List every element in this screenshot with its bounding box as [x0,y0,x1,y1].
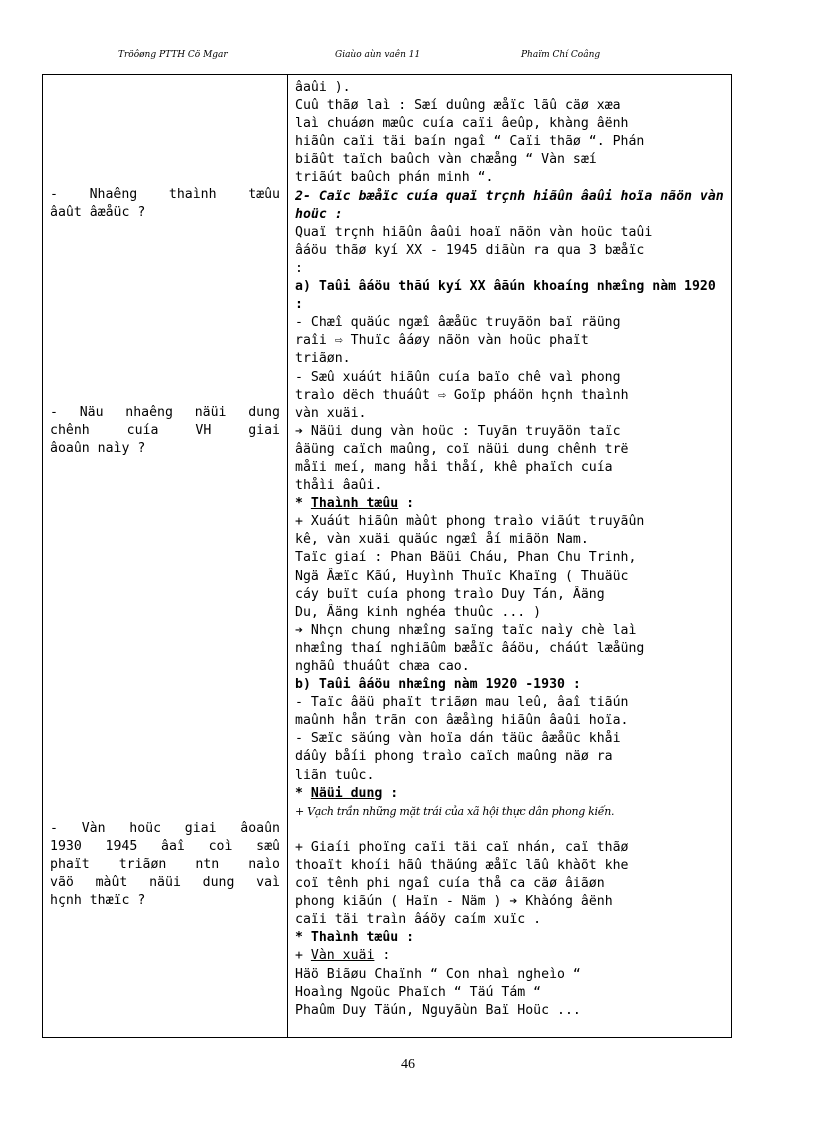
content-line [295,423,731,441]
section-2-heading: 2- Caïc bæåïc cuía quaï trçnh hiãûn âaûi hoïa nãön vàn hoüc : [295,188,724,222]
content-text: phong kiãún ( Haïn - Näm ) [295,894,502,910]
hollow-arrow-icon: ⇨ [334,333,343,349]
content-line: Cuû thãø laì : Sæí duûng æåïc lãû cäø xæa [295,98,621,114]
content-line: triãøn. [295,351,351,367]
header-author: Phaïm Chí Coâng [521,50,601,60]
question-line: - Nhaêng thaình tæûu [50,187,280,202]
question-line: phaït triãøn ntn naìo [50,857,280,872]
colon: : [398,496,415,512]
achievements-heading [295,495,731,513]
content-line: thoaït khoíi hãû thäúng æåïc lãû khàõt khe [295,857,629,873]
content-title: Näüi dung [310,785,383,801]
content-text: Nhçn chung nhæîng saïng taïc naìy chè laì [310,622,637,638]
content-line: caïi täi traìn âáöy caím xuïc . [295,912,542,928]
colon: : [382,785,399,801]
achievements-heading-2: * Thaình tæûu : [295,930,415,946]
content-line: Hoaìng Ngoüc Phaïch “ Täú Tám “ [295,984,542,1000]
content-text: traìo dëch thuáût [295,387,430,403]
content-line: : [295,260,303,276]
content-line: + Vạch trần những mặt trái của xã hội thực dân phong kiến. [295,804,615,818]
prose-heading [295,947,731,965]
content-heading [295,785,731,803]
content-line: laì chuáøn mæûc cuía caïi âeûp, khàng âënh [295,116,629,132]
lesson-content [295,79,731,1020]
content-line: vàn xuäi. [295,405,367,421]
content-line: kê, vàn xuäi quäúc ngæî åí miãön Nam. [295,532,589,548]
bullet: * [295,496,311,512]
page-header [0,50,816,64]
bold-arrow-icon: ➔ [295,622,303,638]
content-line: - Sæïc säúng vàn hoïa dán täüc âæåüc khåi [295,731,621,747]
content-line: Ngä Âæïc Kãú, Huyình Thuïc Khaïng ( Thuäüc [295,568,629,584]
content-line: + Xuáút hiãûn màût phong traìo viãút truyãûn [295,514,645,530]
content-line: hiãûn caïi täi baín ngaî “ Caïi thãø “. Phán [295,134,645,150]
question-2 [50,404,280,458]
content-line [295,622,731,640]
content-line [295,332,731,350]
content-line: Quaï trçnh hiãûn âaûi hoaï nãön vàn hoüc taûi [295,224,653,240]
section-a-heading: a) Taûi âáöu thãú kyí XX âãún khoaíng nhæîng nàm 1920 : [295,279,716,313]
question-line: âoaûn naìy ? [50,441,146,456]
content-line: triãút baûch phán minh “. [295,170,494,186]
content-text: Näüi dung vàn hoüc : [310,423,470,439]
header-subject: Giaùo aùn vaên 11 [335,50,421,60]
prose-title: Vàn xuäi [310,948,375,964]
colon: : [374,948,391,964]
content-line: liãn tuûc. [295,767,375,783]
content-line: nhæîng thaí nghiãûm bæåïc âáöu, cháút læåüng [295,640,645,656]
content-text: Thuïc âáøy nãön vàn hoüc phaït [350,333,589,349]
blank-line [295,821,731,839]
content-line: nghãû thuáût chæa cao. [295,659,470,674]
content-line: Taïc giaí : Phan Bäüi Cháu, Phan Chu Trinh, [295,550,637,566]
question-3 [50,820,280,910]
content-line: Phaûm Duy Täún, Nguyãùn Baï Hoüc ... [295,1002,581,1018]
page-number: 46 [401,1057,415,1072]
content-line: Häö Biãøu Chaïnh “ Con nhaì ngheìo “ [295,966,581,982]
content-line: måïi meí, mang håi thåí, khê phaïch cuía [295,459,613,475]
question-line: chênh cuía VH giai [50,423,280,438]
question-line: - Vàn hoüc giai âoaûn [50,821,280,836]
content-line: dáûy båíi phong traìo caïch maûng näø ra [295,749,613,765]
bullet: + [295,948,311,964]
achievements-title: Thaình tæûu [310,496,399,512]
header-school: Tröôøng PTTH Cö Mgar [118,50,228,60]
content-line: - Chæî quäúc ngæî âæåüc truyãön baï räüng [295,315,621,331]
content-line: âáöu thãø kyí XX - 1945 diãùn ra qua 3 bæåïc [295,242,645,258]
question-line: vãö màût näüi dung vaì [50,875,280,890]
bold-arrow-icon: ➔ [509,894,518,910]
content-line [295,893,731,911]
content-line: cáy buït cuía phong traìo Duy Tán, Âäng [295,586,605,602]
content-line: Du, Âäng kinh nghéa thuûc ... ) [295,604,542,620]
content-line: - Taïc âäü phaït triãøn mau leû, âaî tiãún [295,695,629,711]
content-line: coï tênh phi ngaî cuía thå ca cäø âiãøn [295,876,605,892]
question-line: hçnh thæïc ? [50,893,146,908]
content-text: Tuyãn truyãön taïc [477,423,621,439]
section-b-heading: b) Taûi âáöu nhæîng nàm 1920 -1930 : [295,677,581,693]
question-line: 1930 1945 âaî coì sæû [50,839,280,854]
content-line [295,387,731,405]
content-line: biãût taïch baûch vàn chæång “ Vàn sæí [295,152,597,168]
bullet: * [295,785,311,801]
content-line: + Giaíi phoïng caïi täi caï nhán, caï thãø [295,839,629,855]
content-text: Khàóng âënh [525,894,613,910]
question-line: - Näu nhaêng näüi dung [50,405,280,420]
content-text: raîi [295,333,327,349]
content-line: thåìi âaûi. [295,478,383,494]
column-divider [287,74,288,1038]
content-line: âäüng caïch maûng, coï näüi dung chênh trë [295,441,629,457]
content-line: maûnh hån trãn con âæåìng hiãûn âaûi hoïa. [295,713,629,729]
question-1 [50,186,280,222]
content-text: Goïp pháön hçnh thaình [453,387,629,403]
hollow-arrow-icon: ⇨ [437,387,446,403]
question-line: âaût âæåüc ? [50,205,146,220]
content-line: - Sæû xuáút hiãûn cuía baïo chê vaì phong [295,369,621,385]
bold-arrow-icon: ➔ [295,423,303,439]
content-line: âaûi ). [295,80,351,95]
